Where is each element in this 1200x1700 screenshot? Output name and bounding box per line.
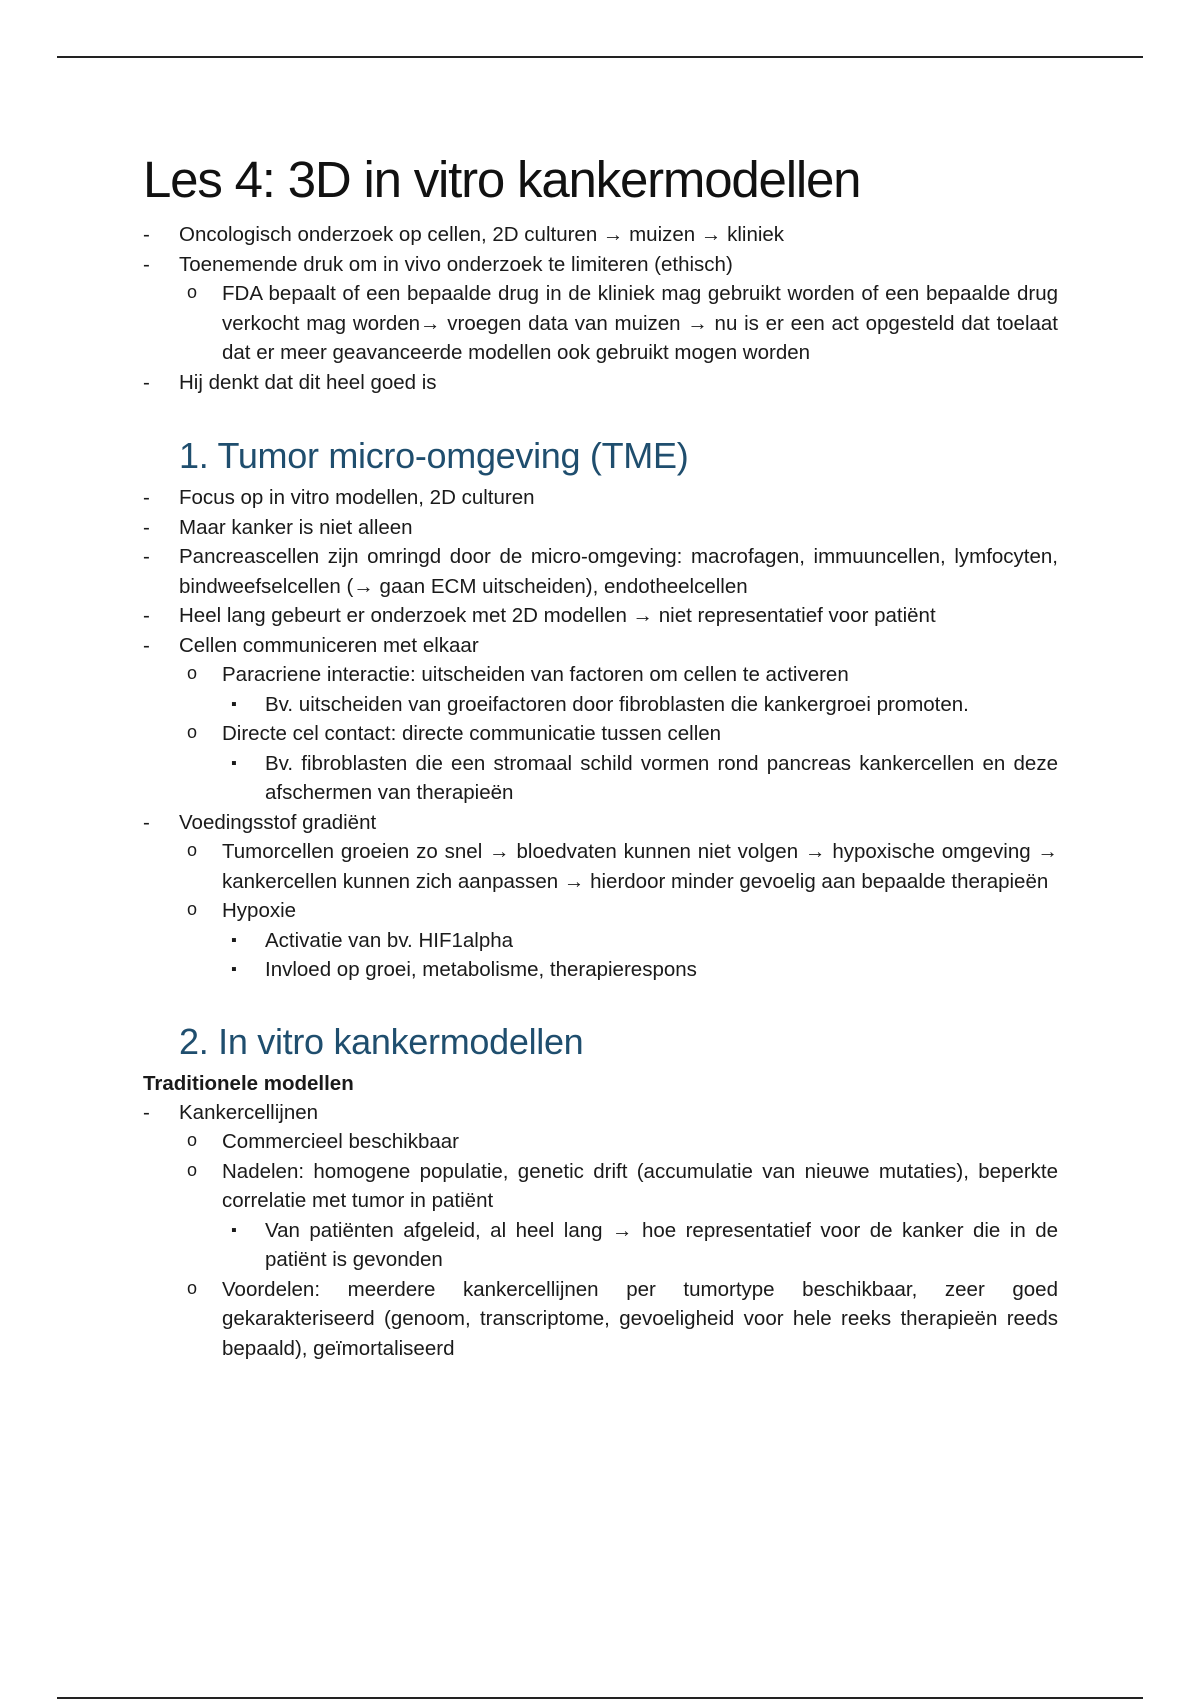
subheading-traditional-models: Traditionele modellen bbox=[143, 1071, 354, 1095]
list-item: - Hij denkt dat dit heel goed is bbox=[143, 368, 1058, 398]
section-heading-in-vitro: 2. In vitro kankermodellen bbox=[179, 1020, 584, 1062]
list-item: o Voordelen: meerdere kankercellijnen per tumortype beschikbaar, zeer goed gekarakteriseerd (genoom, transcriptome, gevoeligheid voor hele reeks therapieën reeds bepaald), geïmortaliseerd bbox=[143, 1275, 1058, 1364]
page-top-rule bbox=[57, 56, 1143, 58]
list-item: - Focus op in vitro modellen, 2D culturen bbox=[143, 483, 1058, 513]
list-item: ▪ Bv. uitscheiden van groeifactoren door fibroblasten die kankergroei promoten. bbox=[143, 690, 1058, 720]
list-item: - Maar kanker is niet alleen bbox=[143, 513, 1058, 543]
section-heading-tme: 1. Tumor micro-omgeving (TME) bbox=[179, 435, 689, 476]
list-item: - Heel lang gebeurt er onderzoek met 2D modellen → niet representatief voor patiënt bbox=[143, 601, 1058, 631]
page-bottom-rule bbox=[57, 1697, 1143, 1699]
list-item: o Directe cel contact: directe communicatie tussen cellen bbox=[143, 719, 1058, 749]
list-item: ▪ Bv. fibroblasten die een stromaal schild vormen rond pancreas kankercellen en deze afschermen van therapieën bbox=[143, 749, 1058, 808]
list-item: ▪ Activatie van bv. HIF1alpha bbox=[143, 926, 1058, 956]
list-item: - Cellen communiceren met elkaar bbox=[143, 631, 1058, 661]
list-item: o Nadelen: homogene populatie, genetic drift (accumulatie van nieuwe mutaties), beperkte correlatie met tumor in patiënt bbox=[143, 1157, 1058, 1216]
document-page bbox=[143, 150, 1058, 1363]
list-item: - Pancreascellen zijn omringd door de micro-omgeving: macrofagen, immuuncellen, lymfocyten, bindweefselcellen (→ gaan ECM uitscheiden), endotheelcellen bbox=[143, 542, 1058, 601]
list-item: o Paracriene interactie: uitscheiden van factoren om cellen te activeren bbox=[143, 660, 1058, 690]
list-item: - Kankercellijnen bbox=[143, 1098, 1058, 1128]
list-item: o Hypoxie bbox=[143, 896, 1058, 926]
list-item: ▪ Van patiënten afgeleid, al heel lang → hoe representatief voor de kanker die in de patiënt is gevonden bbox=[143, 1216, 1058, 1275]
section2-list bbox=[143, 1098, 1058, 1364]
page-title: Les 4: 3D in vitro kankermodellen bbox=[143, 151, 861, 208]
list-item: o FDA bepaalt of een bepaalde drug in de kliniek mag gebruikt worden of een bepaalde drug verkocht mag worden→ vroegen data van muizen → nu is er een act opgesteld dat toelaat dat er meer geavanceerde modellen ook gebruikt mogen worden bbox=[143, 279, 1058, 368]
list-item: o Commercieel beschikbaar bbox=[143, 1127, 1058, 1157]
list-item: - Oncologisch onderzoek op cellen, 2D culturen → muizen → kliniek bbox=[143, 220, 1058, 250]
list-item: - Toenemende druk om in vivo onderzoek te limiteren (ethisch) bbox=[143, 250, 1058, 280]
section1-list bbox=[143, 483, 1058, 985]
list-item: - Voedingsstof gradiënt bbox=[143, 808, 1058, 838]
list-item: ▪ Invloed op groei, metabolisme, therapierespons bbox=[143, 955, 1058, 985]
list-item: o Tumorcellen groeien zo snel → bloedvaten kunnen niet volgen → hypoxische omgeving → kankercellen kunnen zich aanpassen → hierdoor minder gevoelig aan bepaalde therapieën bbox=[143, 837, 1058, 896]
intro-list bbox=[143, 220, 1058, 397]
